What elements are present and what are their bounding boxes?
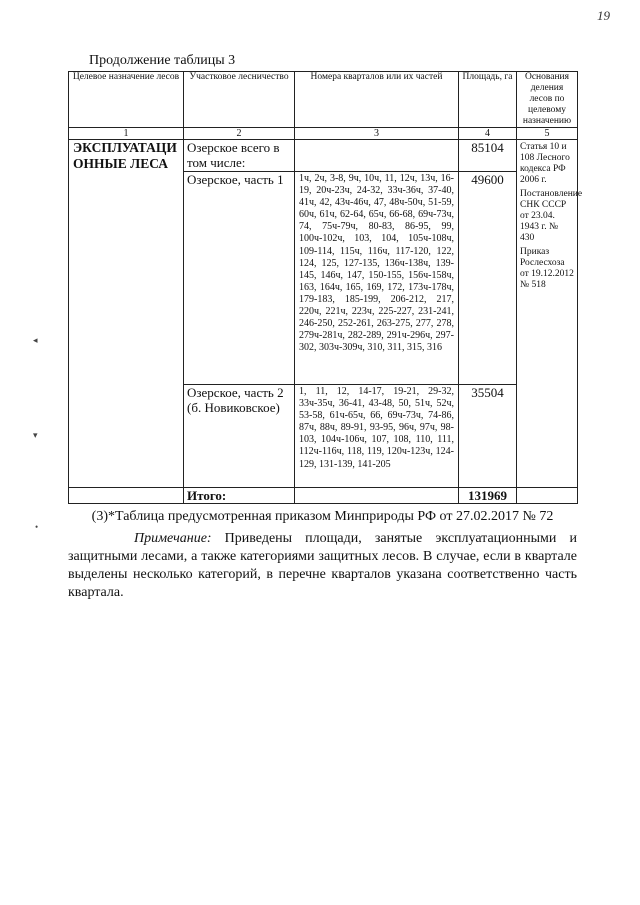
total-area: 131969 [459, 488, 517, 504]
header-quarters: Номера кварталов или их частей [295, 72, 459, 128]
forestry-cell: Озерское, часть 2 (б. Новиковское) [184, 385, 295, 488]
col-number: 2 [184, 128, 295, 140]
margin-mark: ◂ [33, 335, 38, 345]
note-paragraph [68, 530, 577, 602]
table-row [69, 140, 578, 172]
note-text: Приведены площади, занятые эксплуатационными и защитными лесами, а также категориями защитных лесов. В случае, если в квартале выделены несколько категорий, в перечне кварталов указана соответственно часть квартала. [68, 531, 577, 600]
quarters-cell [295, 140, 459, 172]
total-empty-cell [69, 488, 184, 504]
area-cell: 85104 [459, 140, 517, 172]
area-cell: 49600 [459, 172, 517, 385]
quarters-cell: 1ч, 2ч, 3-8, 9ч, 10ч, 11, 12ч, 13ч, 16-19, 20ч-23ч, 24-32, 33ч-36ч, 37-40, 41ч, 42, 43ч-46ч, 47, 48ч-50ч, 51-59, 60ч, 61ч, 62-64, 65ч, 66-68, 69ч-73ч, 74, 75ч-79ч, 80-83, 86-95, 99, 100ч-102ч, 103, 104, 105ч-108ч, 109-114, 115ч, 116ч, 117-120, 122, 124, 125, 127-135, 136ч-138ч, 139-145, 146ч, 147, 150-155, 156ч-158ч, 163, 164ч, 165, 169, 172, 173ч-178ч, 179-183, 185-199, 206-212, 217, 220ч, 221ч, 223ч, 225-227, 231-241, 246-250, 252-261, 263-275, 277, 278, 279ч-281ч, 282-289, 291ч-296ч, 297-302, 303ч-309ч, 310, 311, 315, 316 [295, 172, 459, 385]
area-cell: 35504 [459, 385, 517, 488]
header-area: Площадь, га [459, 72, 517, 128]
forestry-cell: Озерское, часть 1 [184, 172, 295, 385]
total-empty-cell [295, 488, 459, 504]
basis-cell [517, 140, 583, 488]
forest-table [68, 71, 583, 504]
col-number: 5 [517, 128, 578, 140]
total-label: Итого: [184, 488, 295, 504]
quarters-cell: 1, 11, 12, 14-17, 19-21, 29-32, 33ч-35ч, 36-41, 43-48, 50, 51ч, 52ч, 53-58, 61ч-65ч, 66, 69ч-73ч, 74-86, 87ч, 88ч, 89-91, 93-95, 96ч, 97ч, 98-103, 104ч-106ч, 107, 108, 110, 111, 112ч-116ч, 118, 119, 120ч-123ч, 124-129, 131-139, 141-205 [295, 385, 459, 488]
footnote: (3)*Таблица предусмотренная приказом Минприроды РФ от 27.02.2017 № 72 [91, 509, 554, 524]
table-caption: Продолжение таблицы 3 [89, 53, 236, 68]
header-purpose: Целевое назначение лесов [69, 72, 184, 128]
margin-mark: • [35, 522, 39, 532]
col-number: 1 [69, 128, 184, 140]
basis-line: Статья 10 и 108 Лесного кодекса РФ 2006 г. [520, 142, 570, 185]
header-forestry: Участковое лесничество [184, 72, 295, 128]
forestry-cell: Озерское всего в том числе: [184, 140, 295, 172]
total-row [69, 488, 578, 504]
basis-line: Приказ Рослесхоза от 19.12.2012 № 518 [520, 247, 574, 290]
col-number: 4 [459, 128, 517, 140]
header-basis: Основания деления лесов по целевому назначению [517, 72, 578, 128]
basis-line: Постановление СНК СССР от 23.04. 1943 г. № 430 [520, 189, 583, 243]
margin-mark: ▾ [33, 430, 38, 440]
table-header-row [69, 72, 578, 128]
col-number: 3 [295, 128, 459, 140]
note-label: Примечание: [134, 531, 212, 546]
page-number: 19 [597, 8, 610, 23]
category-cell: ЭКСПЛУАТАЦИ ОННЫЕ ЛЕСА [69, 140, 184, 488]
total-empty-cell [517, 488, 578, 504]
column-number-row [69, 128, 578, 140]
